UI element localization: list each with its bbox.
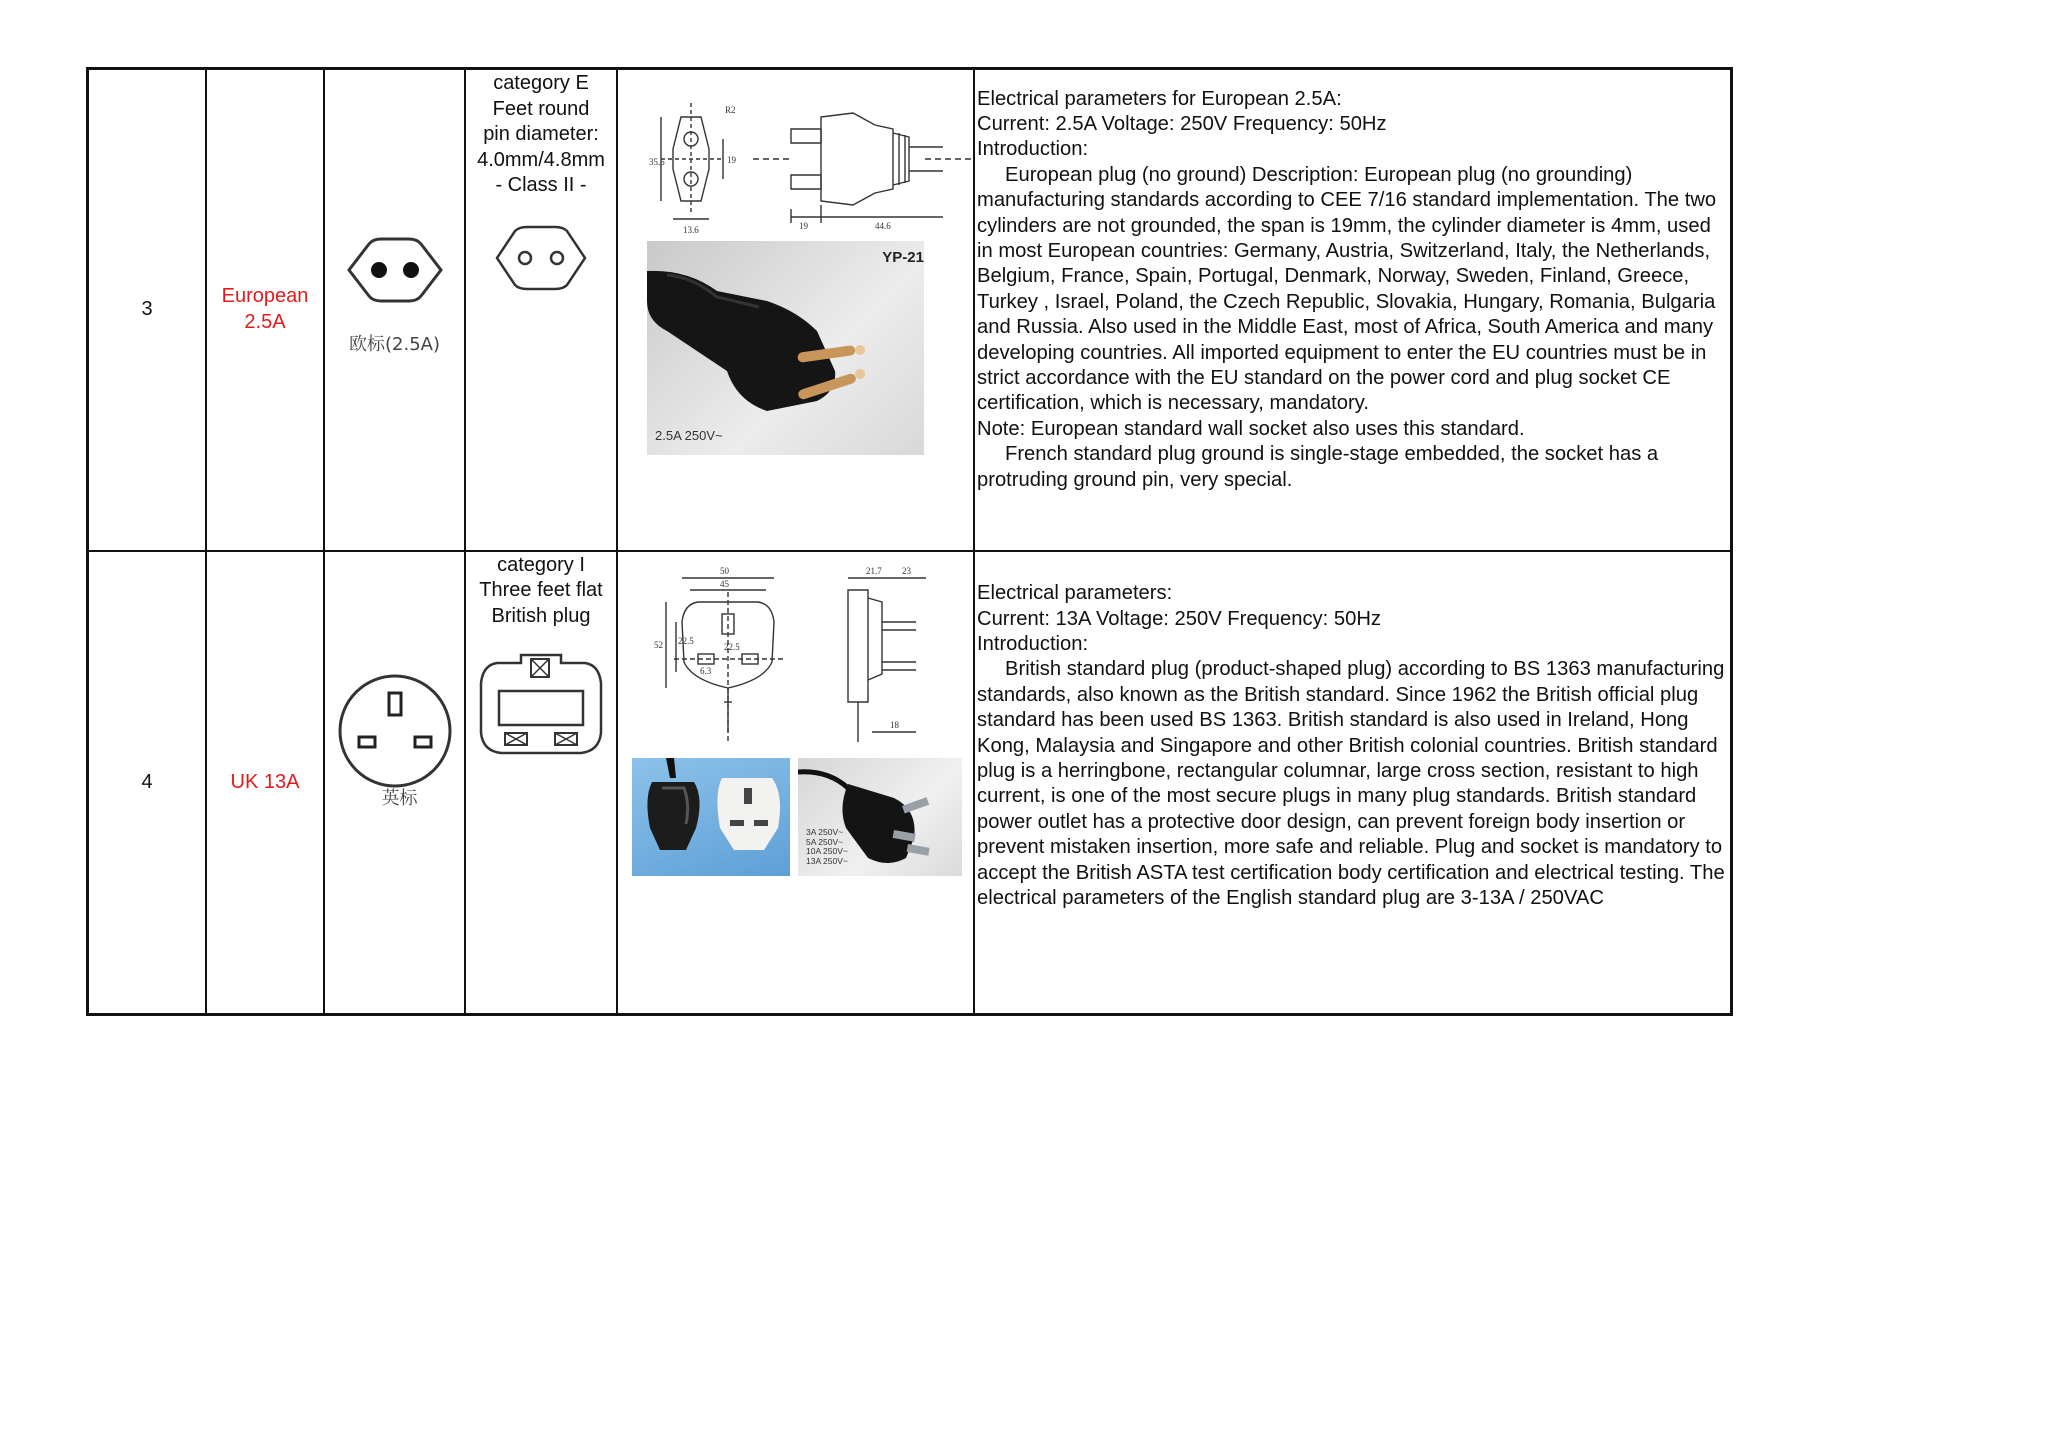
table-row-uk bbox=[88, 551, 1732, 1015]
desc-paragraph: Electrical parameters for European 2.5A: bbox=[977, 87, 1342, 110]
category-line: category E bbox=[493, 72, 589, 94]
photo-rating-label: 5A 250V~ bbox=[806, 836, 844, 847]
category-line: 4.0mm/4.8mm bbox=[477, 148, 605, 171]
drawing-dim: 6.3 bbox=[700, 666, 712, 677]
category-line: category I bbox=[497, 553, 585, 576]
photo-rating-list bbox=[806, 828, 848, 866]
drawing-dim: 52 bbox=[654, 640, 663, 651]
socket-icon-cell bbox=[324, 69, 465, 551]
uk-socket-icon bbox=[337, 673, 453, 789]
drawing-dim: 19 bbox=[727, 154, 736, 165]
socket-icon-cell bbox=[324, 551, 465, 1015]
plug-name-line: UK 13A bbox=[230, 770, 300, 793]
socket-icon-caption: 英标 bbox=[381, 788, 418, 810]
drawing-dim: 18 bbox=[890, 720, 899, 731]
table-row-european bbox=[88, 69, 1732, 551]
plug-name bbox=[206, 551, 324, 1015]
desc-paragraph: Note: European standard wall socket also uses this standard. bbox=[977, 417, 1525, 440]
description-cell bbox=[974, 69, 1732, 551]
desc-paragraph: Introduction: bbox=[977, 138, 1089, 161]
desc-paragraph: Electrical parameters: bbox=[977, 582, 1173, 605]
desc-paragraph: French standard plug ground is single-stage embedded, the socket has a protruding ground pin, very special. bbox=[977, 443, 1659, 491]
euro-socket-icon bbox=[343, 234, 447, 306]
euro-plug-drawing bbox=[643, 89, 983, 249]
drawing-dim: 19 bbox=[799, 220, 808, 231]
category-cell bbox=[465, 551, 617, 1015]
desc-paragraph: Current: 13A Voltage: 250V Frequency: 50Hz bbox=[977, 607, 1381, 630]
plug-images-cell bbox=[617, 69, 974, 551]
category-line: - Class II - bbox=[495, 174, 587, 196]
drawing-dim: 22.5 bbox=[724, 642, 740, 653]
plug-images-cell bbox=[617, 551, 974, 1015]
drawing-dim: R2 bbox=[725, 104, 736, 115]
uk-plug-face-icon bbox=[477, 653, 605, 757]
desc-paragraph: Current: 2.5A Voltage: 250V Frequency: 50Hz bbox=[977, 112, 1387, 135]
drawing-dim: 50 bbox=[720, 566, 729, 577]
photo-rating-label: 13A 250V~ bbox=[806, 855, 848, 866]
socket-icon-caption: 欧标(2.5A) bbox=[349, 333, 440, 355]
photo-rating-label: 10A 250V~ bbox=[806, 846, 848, 857]
plug-name-line: European bbox=[221, 285, 309, 308]
drawing-dim: 44.6 bbox=[875, 220, 891, 231]
drawing-dim: 21.7 bbox=[866, 566, 882, 577]
row-number: 3 bbox=[88, 69, 207, 551]
photo-rating-label: 3A 250V~ bbox=[806, 827, 844, 838]
plug-name-line: 2.5A bbox=[244, 310, 286, 333]
drawing-dim: 13.6 bbox=[683, 224, 699, 235]
uk-plug-photo-grey bbox=[798, 758, 962, 876]
plug-standards-table bbox=[86, 67, 1733, 1016]
photo-rating-label: 2.5A 250V~ bbox=[655, 428, 723, 444]
row-number: 4 bbox=[88, 551, 207, 1015]
category-line: Feet round bbox=[492, 97, 590, 120]
category-line: pin diameter: bbox=[483, 123, 599, 145]
plug-name bbox=[206, 69, 324, 551]
uk-plug-photo-blue bbox=[632, 758, 790, 876]
drawing-dim: 45 bbox=[720, 579, 729, 590]
euro-plug-photo bbox=[647, 241, 924, 455]
category-cell bbox=[465, 69, 617, 551]
category-line: British plug bbox=[491, 604, 591, 627]
desc-paragraph: British standard plug (product-shaped plug) according to BS 1363 manufacturing standards, also known as the British standard. Since 1962 the British official plug standard has been used BS 1363. British standard is also used in Ireland, Hong Kong, Malaysia and Singapore and other British colonial countries. British standard plug is a herringbone, rectangular columnar, large cross section, resistant to high current, is one of the most secure plugs in many plug standards. British standard power outlet has a protective door design, can prevent foreign body insertion or prevent mistaken insertion, more safe and reliable. Plug and socket is mandatory to accept the British ASTA test certification body certification and electrical testing. The electrical parameters of the English standard plug are 3-13A / 250VAC bbox=[977, 658, 1725, 909]
photo-model-label: YP-21 bbox=[882, 248, 924, 266]
uk-plug-drawing bbox=[654, 562, 974, 752]
description-cell bbox=[974, 551, 1732, 1015]
euro-plug-face-icon bbox=[493, 223, 589, 293]
drawing-dim: 23 bbox=[902, 566, 911, 577]
drawing-dim: 35.5 bbox=[649, 156, 665, 167]
drawing-dim: 22.5 bbox=[678, 636, 694, 647]
category-line: Three feet flat bbox=[479, 579, 603, 601]
desc-paragraph: Introduction: bbox=[977, 632, 1089, 655]
desc-paragraph: European plug (no ground) Description: European plug (no grounding) manufacturing standards according to CEE 7/16 standard implementation. The two cylinders are not grounded, the span is 19mm, the cylinder diameter is 4mm, used in most European countries: Germany, Austria, Switzerland, Italy, the Netherlands, Belgium, France, Spain, Portugal, Denmark, Norway, Sweden, Finland, Greece, Turkey , Israel, Poland, the Czech Republic, Slovakia, Hungary, Romania, Bulgaria and Russia. Also used in the Middle East, most of Africa, South America and many developing countries. All imported equipment to enter the EU countries must be in strict accordance with the EU standard on the power cord and plug socket CE certification, which is necessary, mandatory. bbox=[977, 163, 1717, 415]
uk-plug-photo-blue-graphic bbox=[632, 758, 790, 876]
